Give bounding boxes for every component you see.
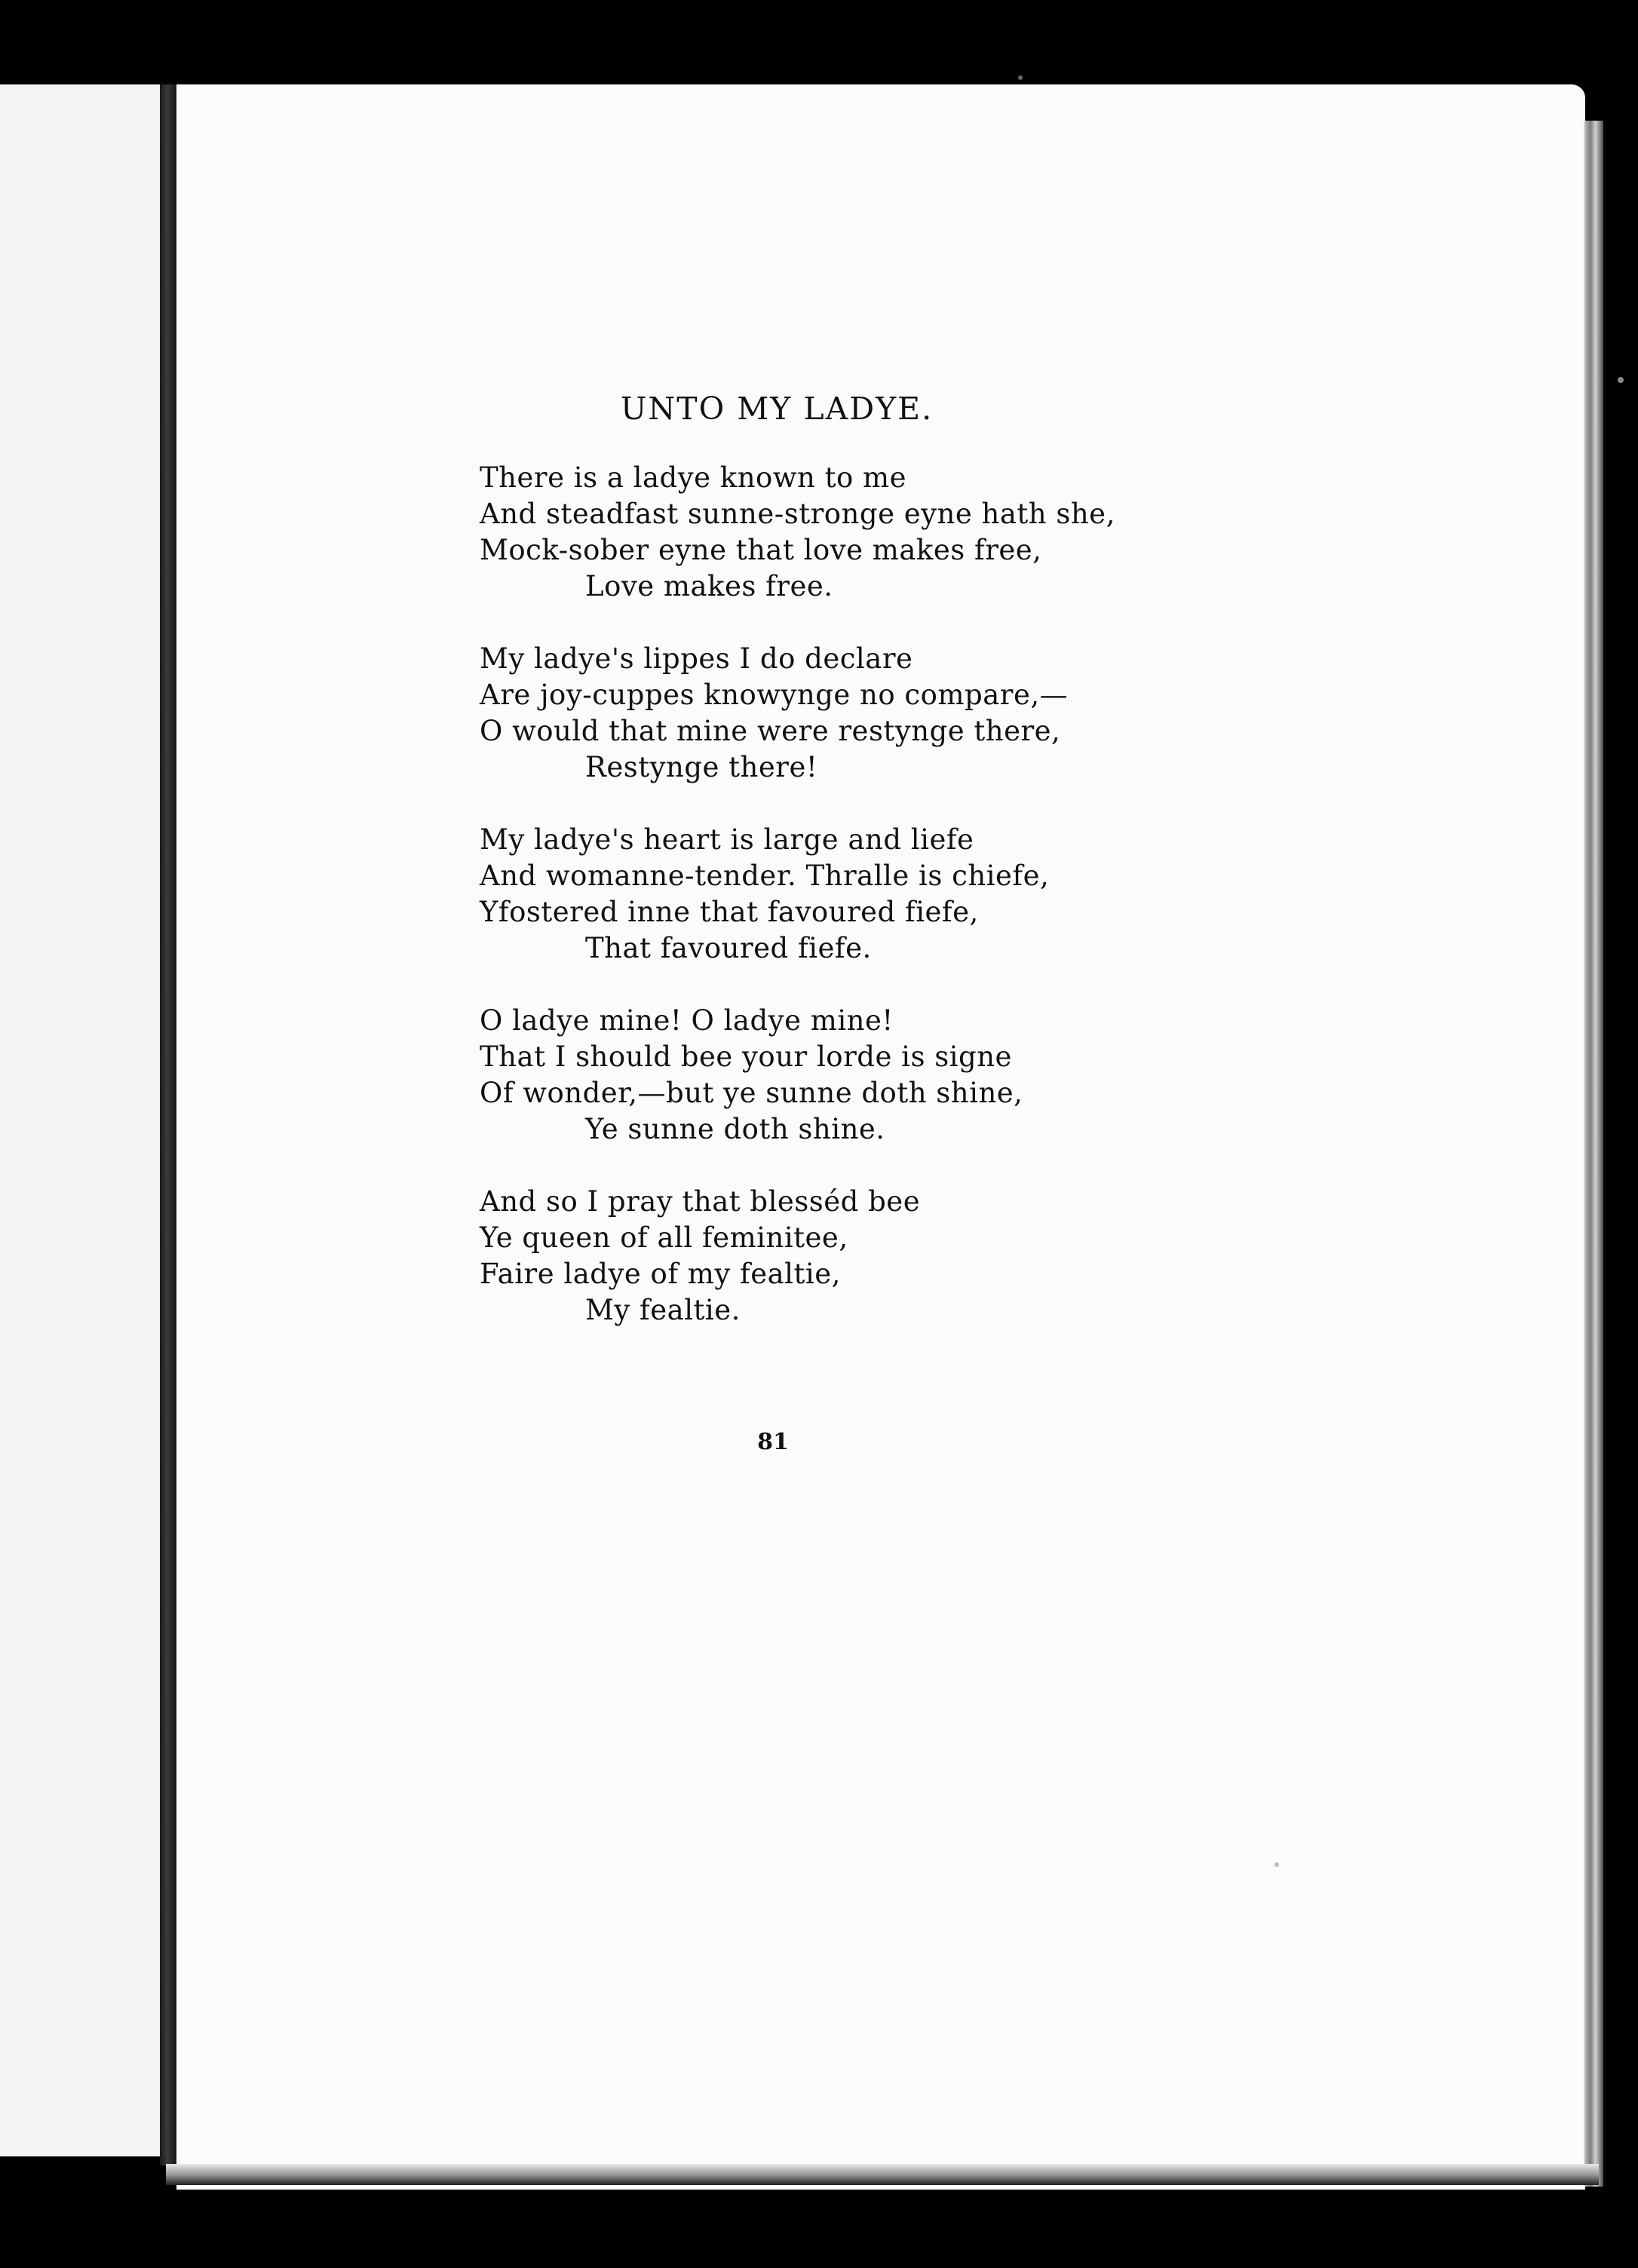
stanza — [480, 1184, 1158, 1329]
poem-title: UNTO MY LADYE. — [620, 391, 934, 427]
stanza — [480, 460, 1158, 605]
poem-line: Mock-sober eyne that love makes free, — [480, 534, 1042, 566]
poem-line: My ladye's lippes I do declare — [480, 642, 913, 675]
poem-line: Of wonder,—but ye sunne doth shine, — [480, 1077, 1023, 1109]
poem-line: And womanne-tender. Thralle is chiefe, — [480, 860, 1050, 892]
poem-refrain: Ye sunne doth shine. — [585, 1113, 885, 1145]
poem-line: O would that mine were restynge there, — [480, 715, 1061, 747]
poem-line: Are joy-cuppes knowynge no compare,— — [480, 679, 1069, 711]
poem-refrain: Love makes free. — [585, 570, 833, 602]
poem-line: There is a ladye known to me — [480, 461, 906, 494]
poem-refrain: Restynge there! — [585, 751, 818, 783]
poem-refrain: That favoured fiefe. — [585, 932, 872, 964]
poem-line: And so I pray that blesséd bee — [480, 1185, 921, 1218]
poem-line: Faire ladye of my fealtie, — [480, 1258, 841, 1290]
page-number: 81 — [757, 1429, 789, 1455]
poem-line: O ladye mine! O ladye mine! — [480, 1004, 894, 1037]
scan-speck — [1275, 1862, 1279, 1867]
stanza — [480, 1003, 1158, 1148]
book-gutter — [160, 84, 176, 2165]
poem-line: And steadfast sunne-stronge eyne hath she, — [480, 498, 1115, 530]
poem-line: My ladye's heart is large and liefe — [480, 823, 974, 856]
page-edge-bottom — [166, 2164, 1599, 2185]
poem-line: Yfostered inne that favoured fiefe, — [480, 896, 979, 928]
poem-refrain: My fealtie. — [585, 1294, 741, 1326]
scan-speck — [1018, 75, 1023, 80]
page-edge-right — [1584, 121, 1603, 2187]
poem-body — [480, 460, 1158, 1365]
scan-speck — [1618, 377, 1624, 383]
facing-page-left — [0, 84, 164, 2156]
stanza — [480, 822, 1158, 967]
stanza — [480, 641, 1158, 786]
poem-line: That I should bee your lorde is signe — [480, 1041, 1012, 1073]
poem-line: Ye queen of all feminitee, — [480, 1221, 848, 1254]
